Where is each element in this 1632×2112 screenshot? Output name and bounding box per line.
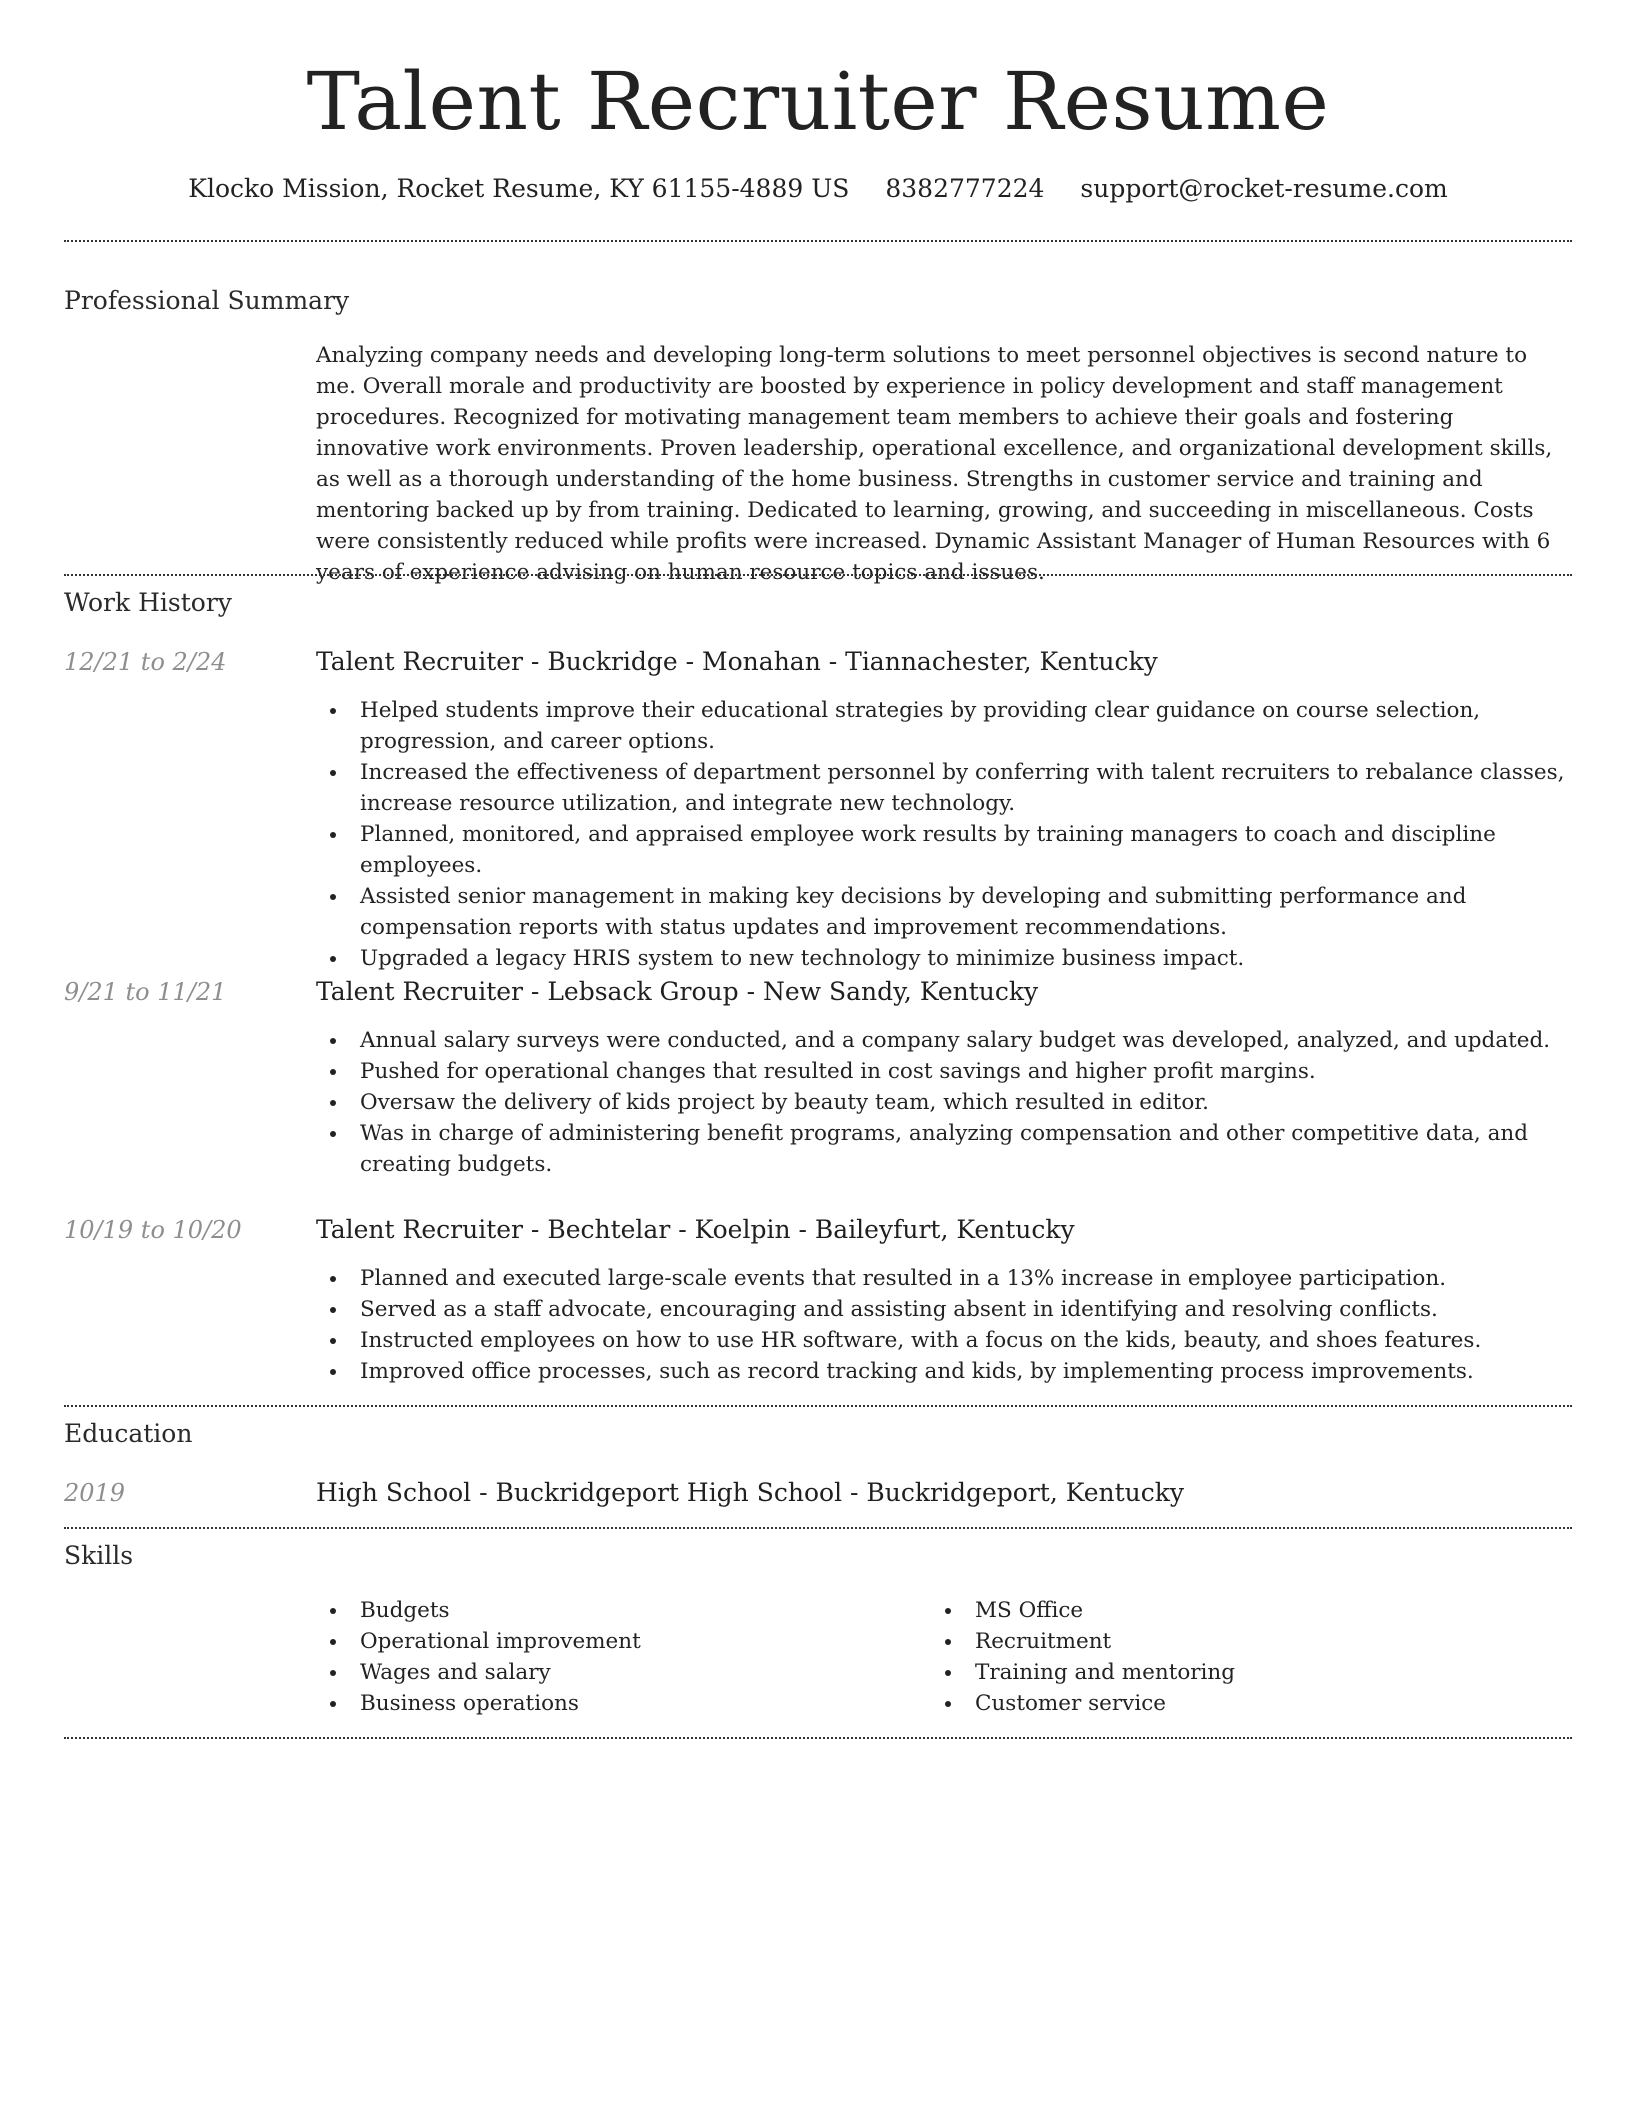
list-item: Improved office processes, such as record tracking and kids, by implementing process improvements. xyxy=(316,1356,1572,1387)
list-item: Planned, monitored, and appraised employee work results by training managers to coach and discipline employees. xyxy=(316,819,1572,881)
list-item: Instructed employees on how to use HR software, with a focus on the kids, beauty, and shoes features. xyxy=(316,1325,1572,1356)
skill-item: Operational improvement xyxy=(316,1626,1572,1657)
skill-item: Training and mentoring xyxy=(931,1657,1632,1688)
list-item: Was in charge of administering benefit programs, analyzing compensation and other competitive data, and creating budgets. xyxy=(316,1118,1572,1180)
divider xyxy=(64,1527,1572,1529)
education-date: 2019 xyxy=(64,1479,126,1507)
job-heading: Talent Recruiter - Buckridge - Monahan - Tiannachester, Kentucky xyxy=(316,647,1158,676)
contact-email: support@rocket-resume.com xyxy=(1080,174,1448,203)
list-item: Assisted senior management in making key decisions by developing and submitting performance and compensation reports with status updates and improvement recommendations. xyxy=(316,881,1572,943)
divider xyxy=(64,574,1572,576)
divider xyxy=(64,240,1572,242)
list-item: Pushed for operational changes that resulted in cost savings and higher profit margins. xyxy=(316,1056,1572,1087)
education-heading: High School - Buckridgeport High School - Buckridgeport, Kentucky xyxy=(316,1478,1185,1507)
skills-list-right xyxy=(931,1595,1632,1719)
divider xyxy=(64,1405,1572,1407)
skill-item: Customer service xyxy=(931,1688,1632,1719)
contact-phone: 8382777224 xyxy=(885,174,1045,203)
list-item: Served as a staff advocate, encouraging and assisting absent in identifying and resolving conflicts. xyxy=(316,1294,1572,1325)
divider xyxy=(64,1737,1572,1739)
section-title-work: Work History xyxy=(64,588,232,617)
job-heading: Talent Recruiter - Lebsack Group - New Sandy, Kentucky xyxy=(316,977,1039,1006)
list-item: Increased the effectiveness of department personnel by conferring with talent recruiters to rebalance classes, increase resource utilization, and integrate new technology. xyxy=(316,757,1572,819)
contact-line xyxy=(64,172,1572,206)
job-bullets xyxy=(316,1263,1572,1387)
skill-item: Recruitment xyxy=(931,1626,1632,1657)
skill-item: Business operations xyxy=(316,1688,1572,1719)
list-item: Planned and executed large-scale events that resulted in a 13% increase in employee participation. xyxy=(316,1263,1572,1294)
summary-text: Analyzing company needs and developing long-term solutions to meet personnel objectives is second nature to me. Overall morale and productivity are boosted by experience in policy development and staff management procedures. Recognized for motivating management team members to achieve their goals and fostering innovative work environments. Proven leadership, operational excellence, and organizational development skills, as well as a thorough understanding of the home business. Strengths in customer service and training and mentoring backed up by from training. Dedicated to learning, growing, and succeeding in miscellaneous. Costs were consistently reduced while profits were increased. Dynamic Assistant Manager of Human Resources with 6 years of experience advising on human resource topics and issues. xyxy=(316,343,1553,585)
section-title-summary: Professional Summary xyxy=(64,286,350,315)
list-item: Upgraded a legacy HRIS system to new technology to minimize business impact. xyxy=(316,943,1572,974)
resume-title: Talent Recruiter Resume xyxy=(306,55,1330,148)
job-bullets xyxy=(316,695,1572,974)
job-date: 9/21 to 11/21 xyxy=(64,978,227,1006)
section-title-education: Education xyxy=(64,1419,193,1448)
job-heading: Talent Recruiter - Bechtelar - Koelpin - Baileyfurt, Kentucky xyxy=(316,1215,1075,1244)
job-date: 10/19 to 10/20 xyxy=(64,1216,242,1244)
skill-item: MS Office xyxy=(931,1595,1632,1626)
job-date: 12/21 to 2/24 xyxy=(64,648,227,676)
list-item: Annual salary surveys were conducted, and a company salary budget was developed, analyzed, and updated. xyxy=(316,1025,1572,1056)
job-bullets xyxy=(316,1025,1572,1180)
skill-item: Budgets xyxy=(316,1595,1572,1626)
list-item: Helped students improve their educational strategies by providing clear guidance on course selection, progression, and career options. xyxy=(316,695,1572,757)
section-title-skills: Skills xyxy=(64,1541,134,1570)
list-item: Oversaw the delivery of kids project by beauty team, which resulted in editor. xyxy=(316,1087,1572,1118)
contact-address: Klocko Mission, Rocket Resume, KY 61155-4889 US xyxy=(188,174,850,203)
skill-item: Wages and salary xyxy=(316,1657,1572,1688)
